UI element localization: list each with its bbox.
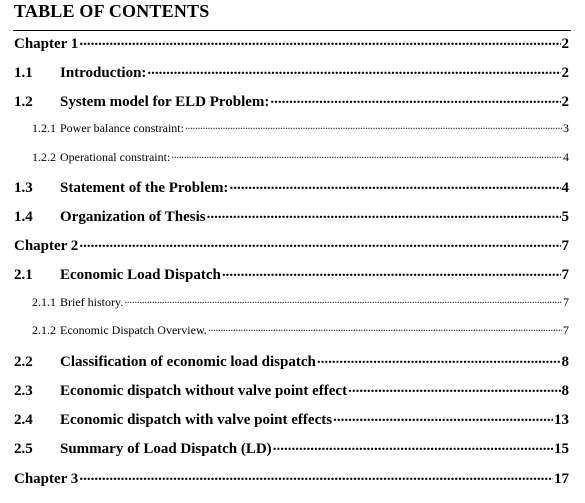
toc-dot-leader xyxy=(206,206,561,221)
toc-entry-page-number: 8 xyxy=(561,354,569,370)
toc-entry-section[interactable] xyxy=(14,409,569,429)
toc-dot-leader xyxy=(78,235,560,250)
toc-entry-label: Economic Dispatch Overview. xyxy=(60,323,207,337)
toc-entry-page-number: 4 xyxy=(563,150,569,164)
toc-entry-page-number: 13 xyxy=(554,412,569,428)
toc-entry-page-number: 2 xyxy=(561,94,569,110)
toc-entry-number: 2.5 xyxy=(14,441,33,457)
toc-entry-chapter[interactable] xyxy=(14,33,569,53)
toc-entry-subsection[interactable] xyxy=(32,149,569,166)
toc-entry-number: 2.1.2 xyxy=(32,323,56,337)
toc-entry-label: Chapter 2 xyxy=(14,238,79,254)
toc-dot-leader xyxy=(207,322,562,334)
toc-entry-section[interactable] xyxy=(14,264,569,284)
toc-entry-label: Classification of economic load dispatch xyxy=(60,354,316,370)
toc-entry-subsection[interactable] xyxy=(32,322,569,339)
toc-entry-label: Chapter 3 xyxy=(14,471,79,487)
toc-entry-label: Economic Load Dispatch xyxy=(60,267,221,283)
toc-entry-page-number: 7 xyxy=(563,295,569,309)
toc-dot-leader xyxy=(347,380,560,395)
toc-entry-number: 1.4 xyxy=(14,209,33,225)
toc-entry-section[interactable] xyxy=(14,177,569,197)
toc-entry-page-number: 15 xyxy=(554,441,569,457)
toc-entry-number: 2.1 xyxy=(14,267,33,283)
toc-entry-number: 1.2.2 xyxy=(32,150,56,164)
toc-dot-leader xyxy=(146,62,560,77)
toc-entry-chapter[interactable] xyxy=(14,468,569,488)
title-rule xyxy=(13,30,571,31)
toc-entry-section[interactable] xyxy=(14,438,569,458)
toc-dot-leader xyxy=(184,120,562,132)
toc-entry-number: 1.1 xyxy=(14,65,33,81)
toc-entry-page-number: 8 xyxy=(561,383,569,399)
toc-title: TABLE OF CONTENTS xyxy=(14,1,210,21)
toc-entry-number: 2.3 xyxy=(14,383,33,399)
toc-entry-number: 1.3 xyxy=(14,180,33,196)
toc-dot-leader xyxy=(78,468,553,483)
toc-entry-label: Summary of Load Dispatch (LD) xyxy=(60,441,272,457)
toc-entry-page-number: 5 xyxy=(561,209,569,225)
toc-entry-label: Economic dispatch with valve point effects xyxy=(60,412,333,428)
toc-entry-label: System model for ELD Problem: xyxy=(60,94,270,110)
toc-entry-page-number: 3 xyxy=(563,121,569,135)
toc-entry-subsection[interactable] xyxy=(32,120,569,137)
toc-entry-subsection[interactable] xyxy=(32,294,569,311)
toc-entry-page-number: 2 xyxy=(561,36,569,52)
toc-entry-section[interactable] xyxy=(14,206,569,226)
toc-dot-leader xyxy=(228,177,560,192)
toc-dot-leader xyxy=(78,33,560,48)
toc-entry-number: 2.2 xyxy=(14,354,33,370)
toc-dot-leader xyxy=(272,438,553,453)
toc-entry-label: Statement of the Problem: xyxy=(60,180,229,196)
toc-entry-chapter[interactable] xyxy=(14,235,569,255)
toc-dot-leader xyxy=(221,264,561,279)
toc-entry-page-number: 7 xyxy=(561,267,569,283)
toc-entry-label: Power balance constraint: xyxy=(60,121,184,135)
toc-entry-page-number: 7 xyxy=(561,238,569,254)
toc-dot-leader xyxy=(123,294,562,306)
toc-entry-number: 1.2.1 xyxy=(32,121,56,135)
toc-entry-number: 1.2 xyxy=(14,94,33,110)
toc-entry-label: Operational constraint: xyxy=(60,150,171,164)
toc-dot-leader xyxy=(316,351,561,366)
toc-entry-section[interactable] xyxy=(14,62,569,82)
toc-dot-leader xyxy=(269,91,560,106)
toc-entry-label: Organization of Thesis xyxy=(60,209,206,225)
toc-entry-number: 2.1.1 xyxy=(32,295,56,309)
toc-entry-number: 2.4 xyxy=(14,412,33,428)
toc-dot-leader xyxy=(170,149,562,161)
toc-dot-leader xyxy=(332,409,553,424)
toc-entry-label: Introduction: xyxy=(60,65,147,81)
toc-entry-section[interactable] xyxy=(14,380,569,400)
toc-entry-section[interactable] xyxy=(14,351,569,371)
toc-entry-page-number: 4 xyxy=(561,180,569,196)
toc-entry-page-number: 2 xyxy=(561,65,569,81)
toc-entry-label: Brief history. xyxy=(60,295,124,309)
toc-entry-page-number: 7 xyxy=(563,323,569,337)
toc-entry-label: Economic dispatch without valve point effect xyxy=(60,383,348,399)
toc-entry-page-number: 17 xyxy=(554,471,569,487)
toc-entry-section[interactable] xyxy=(14,91,569,111)
toc-entry-label: Chapter 1 xyxy=(14,36,79,52)
